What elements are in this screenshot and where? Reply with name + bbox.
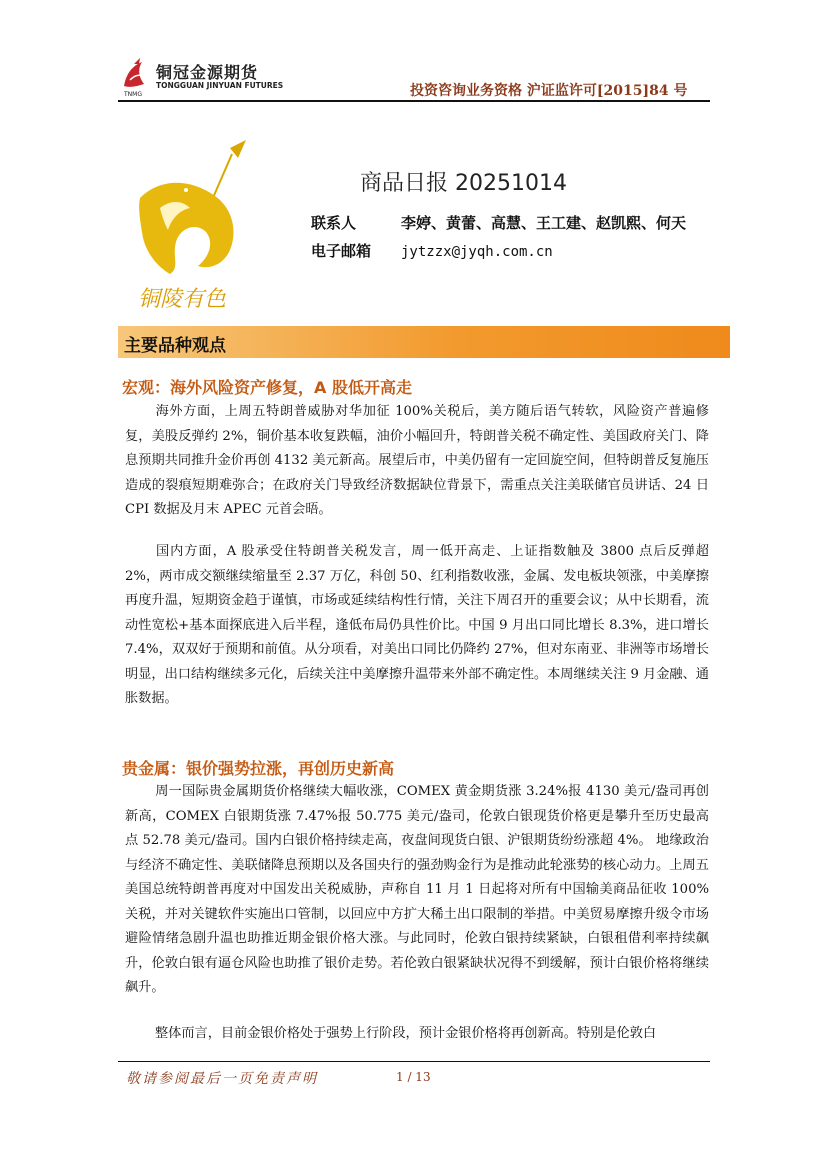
contact-row xyxy=(311,212,686,233)
email-address[interactable]: jytzzx@jyqh.com.cn xyxy=(401,244,553,260)
report-title: 商品日报 20251014 xyxy=(360,171,567,196)
macro-heading: 宏观：海外风险资产修复，A 股低开高走 xyxy=(122,378,412,397)
page-number: 1 / 13 xyxy=(396,1070,431,1084)
contact-names: 李婷、黄蕾、高慧、王工建、赵凯熙、何天 xyxy=(401,214,687,232)
company-logo-icon xyxy=(120,56,150,92)
company-name-cn: 铜冠金源期货 xyxy=(156,63,259,82)
email-row xyxy=(311,240,553,261)
brand-art-caption: 铜陵有色 xyxy=(138,287,227,312)
header-divider xyxy=(118,100,710,102)
email-label: 电子邮箱 xyxy=(311,242,372,260)
contact-label: 联系人 xyxy=(311,214,357,232)
precious-paragraph-1 xyxy=(125,780,709,1001)
section-title: 主要品种观点 xyxy=(124,336,226,356)
company-name-en: TONGGUAN JINYUAN FUTURES xyxy=(156,81,284,90)
precious-paragraph-1-text: 周一国际贵金属期货价格继续大幅收涨，COMEX 黄金期货涨 3.24%报 4130 美元/盎司再创新高，COMEX 白银期货涨 7.47%报 50.775 美元/盎司，伦敦白银现货价格更是攀升至历史最高点 52.78 美元/盎司。国内白银价格持续走高，夜盘间现货白银、沪银期货纷纷涨超 4%。 地缘政治与经济不确定性、美联储降息预期以及各国央行的强劲购金行为是推动此轮涨势的核心动力。上周五美国总统特朗普再度对中国发出关税威胁，声称自 11 月 1 日起将对所有中国输美商品征收 100%关税，并对关键软件实施出口管制，以回应中方扩大稀土出口限制的举措。中美贸易摩擦升级令市场避险情绪急剧升温也助推近期金银价格大涨。与此同时，伦敦白银持续紧缺，白银租借利率持续飙升，伦敦白银有逼仓风险也助推了银价走势。若伦敦白银紧缺状况得不到缓解，预计白银价格将继续飙升。 xyxy=(125,784,709,995)
macro-paragraph-1 xyxy=(125,400,709,523)
precious-paragraph-2 xyxy=(125,1022,709,1047)
brand-artwork-icon xyxy=(120,138,270,318)
license-text: 投资咨询业务资格 沪证监许可[2015]84 号 xyxy=(410,83,688,99)
footer-divider xyxy=(118,1061,710,1062)
logo-abbreviation: TNMG xyxy=(124,91,142,98)
precious-heading: 贵金属：银价强势拉涨，再创历史新高 xyxy=(122,759,395,778)
macro-paragraph-2-text: 国内方面，A 股承受住特朗普关税发言，周一低开高走、上证指数触及 3800 点后反弹超 2%，两市成交额继续缩量至 2.37 万亿，科创 50、红利指数收涨，金属、发电板块领涨，中美摩擦再度升温，短期资金趋于谨慎，市场或延续结构性行情，关注下周召开的重要会议；从中长期看，流动性宽松+基本面探底进入后半程，逢低布局仍具性价比。中国 9 月出口同比增长 8.3%，进口增长 7.4%，双双好于预期和前值。从分项看，对美出口同比仍降约 27%，但对东南亚、非洲等市场增长明显，出口结构继续多元化，后续关注中美摩擦升温带来外部不确定性。本周继续关注 9 月金融、通胀数据。 xyxy=(125,544,709,706)
disclaimer-note: 敬请参阅最后一页免责声明 xyxy=(126,1071,318,1087)
macro-paragraph-2 xyxy=(125,540,709,712)
macro-paragraph-1-text: 海外方面，上周五特朗普威胁对华加征 100%关税后，美方随后语气转软，风险资产普遍修复，美股反弹约 2%，铜价基本收复跌幅，油价小幅回升，特朗普关税不确定性、美国政府关门、降息预期共同推升金价再创 4132 美元新高。展望后市，中美仍留有一定回旋空间，但特朗普反复施压造成的裂痕短期难弥合；在政府关门导致经济数据缺位背景下，需重点关注美联储官员讲话、24 日 CPI 数据及月末 APEC 元首会晤。 xyxy=(125,404,709,517)
precious-paragraph-2-text: 整体而言，目前金银价格处于强势上行阶段，预计金银价格将再创新高。特别是伦敦白 xyxy=(155,1026,657,1041)
section-header-bar xyxy=(118,326,730,358)
